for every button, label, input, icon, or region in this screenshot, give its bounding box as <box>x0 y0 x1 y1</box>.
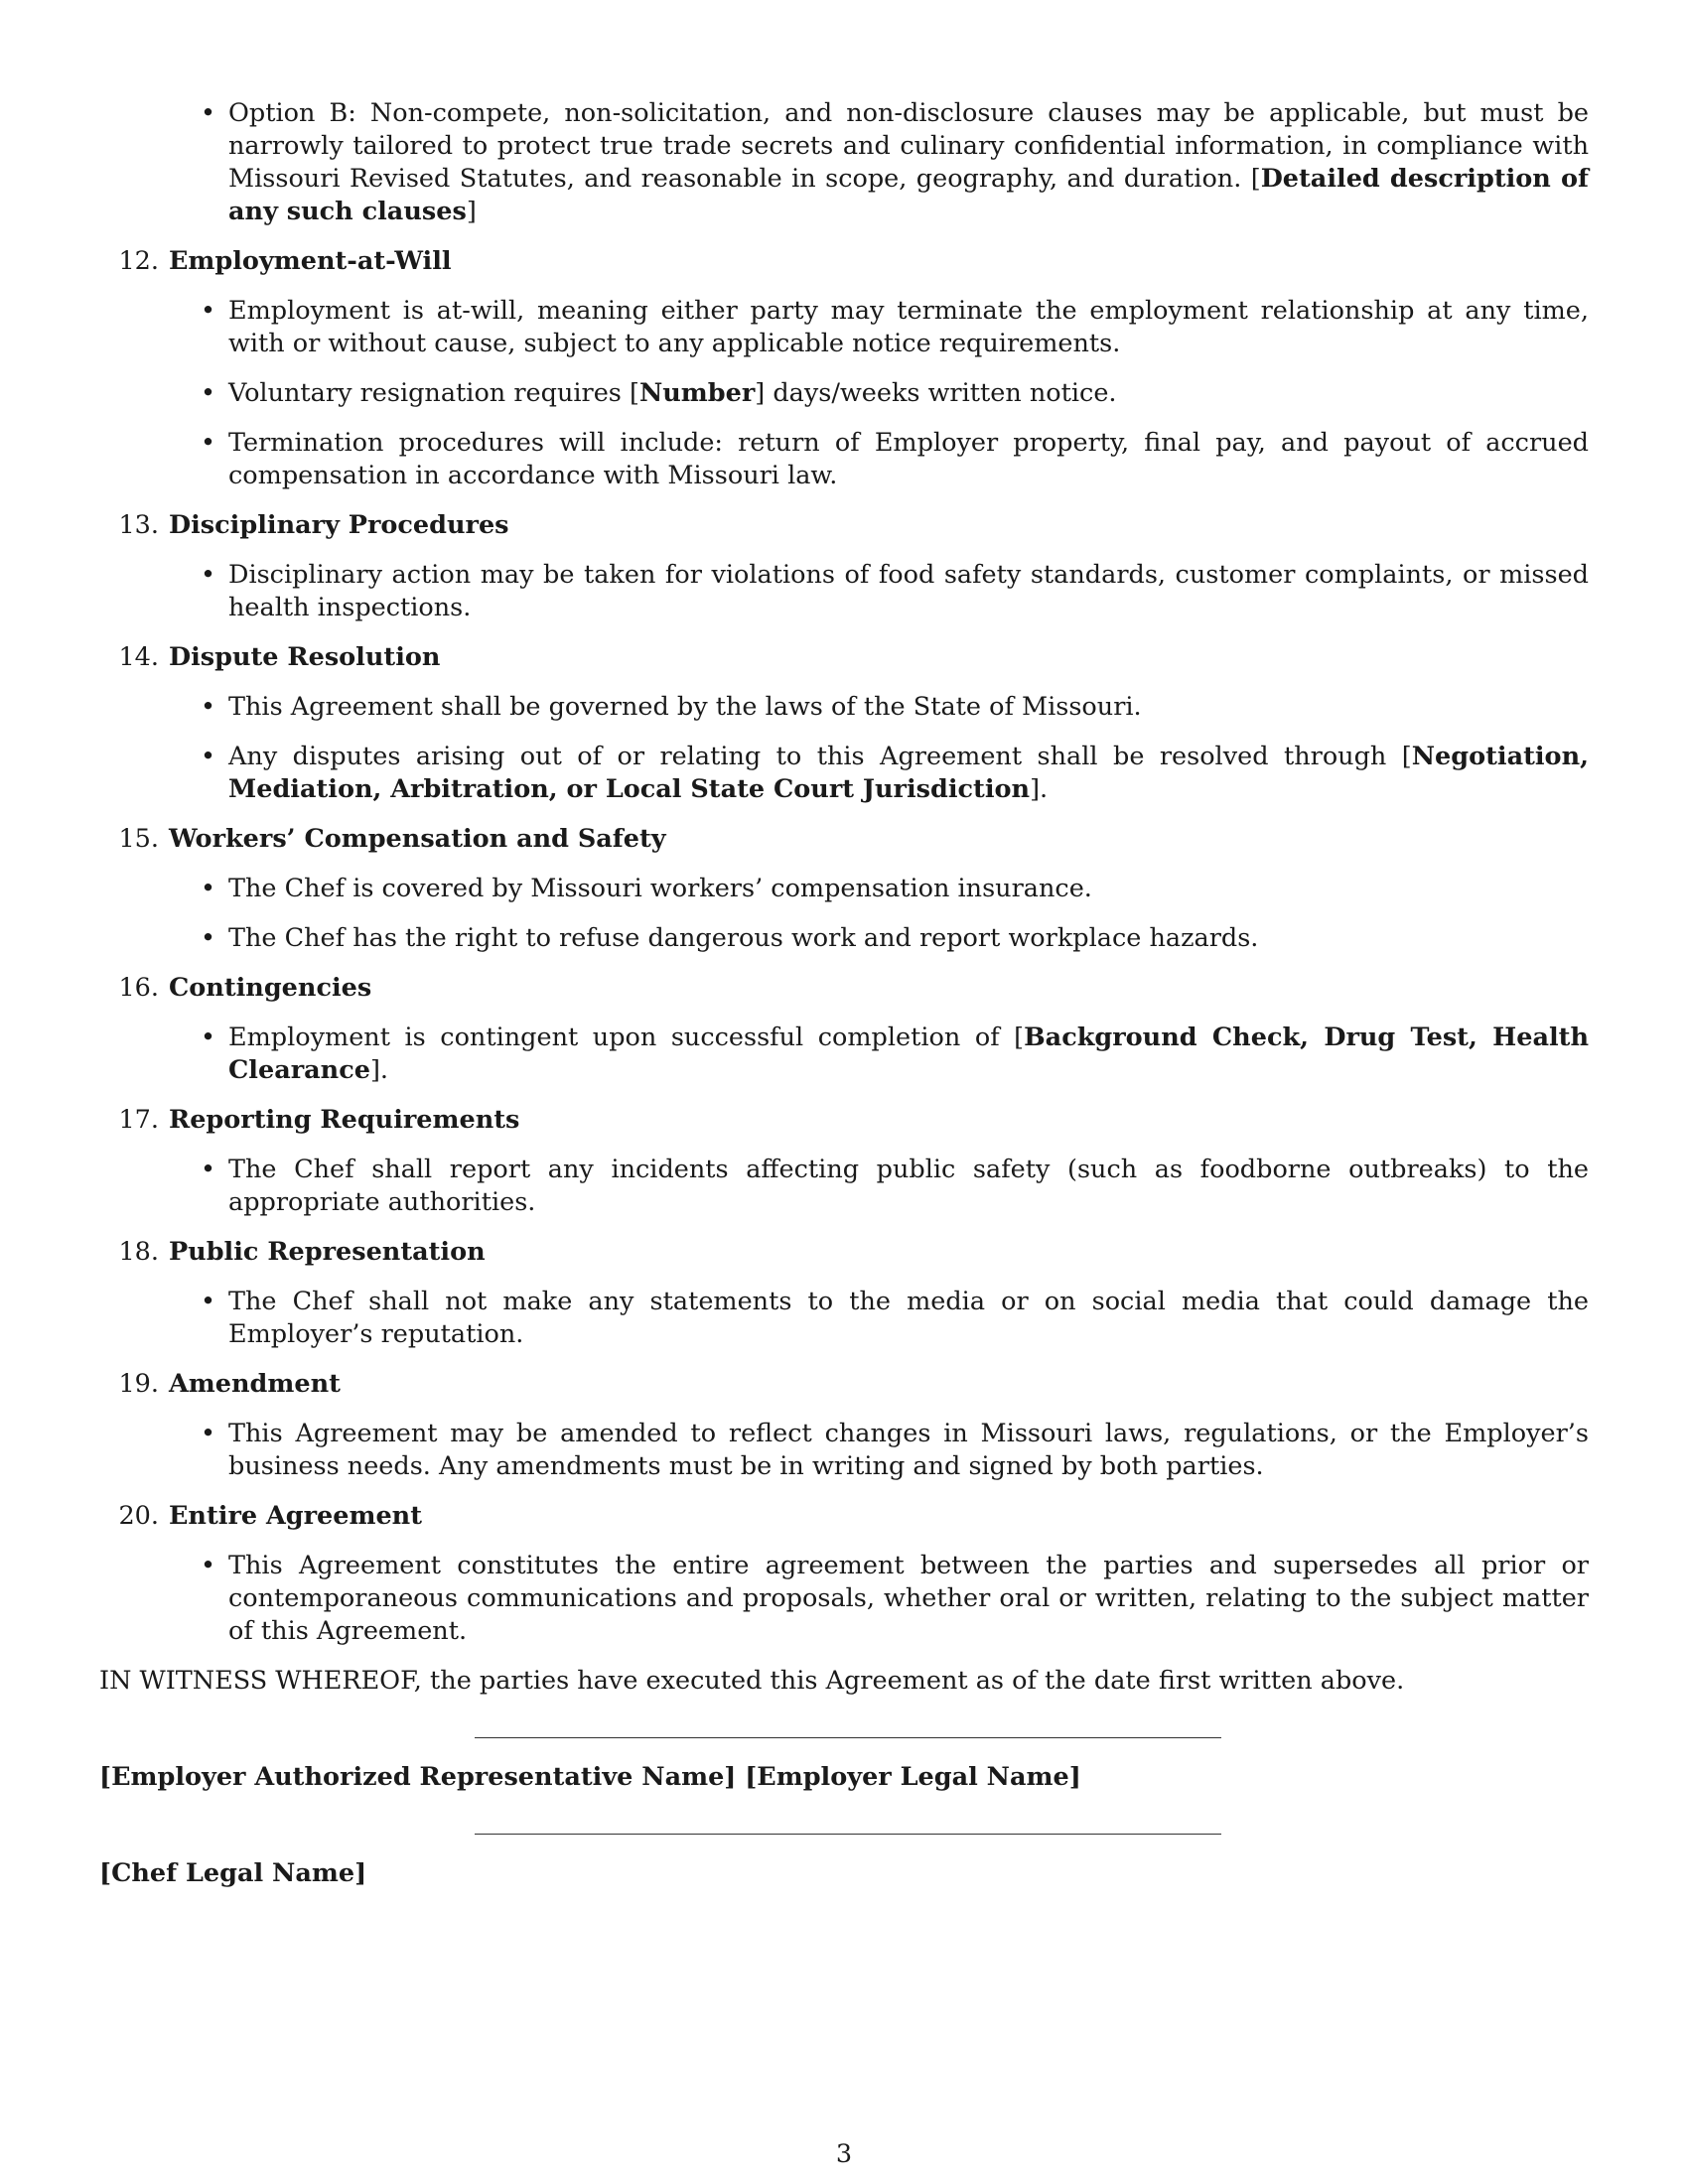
section-12 <box>99 245 1589 492</box>
section-bullets <box>99 691 1589 806</box>
section-heading <box>99 509 1589 542</box>
section-17 <box>99 1104 1589 1219</box>
section-number: 19. <box>118 1369 159 1399</box>
section-number: 18. <box>118 1237 159 1267</box>
bullet-item: • Employment is at-will, meaning either party may terminate the employment relationship at any time, with or without cause, subject to any applicable notice requirements. <box>228 295 1589 360</box>
bullet-item: • Employment is contingent upon successful completion of [Background Check, Drug Test, Health Clearance]. <box>228 1022 1589 1087</box>
bullet-item: • Any disputes arising out of or relating to this Agreement shall be resolved through [Negotiation, Mediation, Arbitration, or Local State Court Jurisdiction]. <box>228 741 1589 806</box>
section-title: Public Representation <box>169 1237 486 1267</box>
section-14 <box>99 641 1589 806</box>
bullet-item: • This Agreement constitutes the entire agreement between the parties and supersedes all prior or contemporaneous communications and proposals, whether oral or written, relating to the subject matter of this Agreement. <box>228 1550 1589 1648</box>
document-page <box>99 97 1589 1890</box>
section-bullets <box>99 1286 1589 1351</box>
section-title: Dispute Resolution <box>169 642 441 672</box>
section-bullets <box>99 295 1589 492</box>
page-number: 3 <box>835 2139 853 2169</box>
section-number: 17. <box>118 1105 159 1135</box>
section-19 <box>99 1368 1589 1483</box>
section-bullets <box>99 1550 1589 1648</box>
chef-signature-line <box>475 1834 1221 1835</box>
section-bullets <box>99 873 1589 955</box>
numbered-sections <box>99 245 1589 1648</box>
section-13 <box>99 509 1589 624</box>
section-heading <box>99 823 1589 856</box>
placeholder-field: Number <box>638 378 756 408</box>
section-number: 15. <box>118 824 159 854</box>
section-number: 14. <box>118 642 159 672</box>
section-bullets <box>99 1022 1589 1087</box>
section-number: 20. <box>118 1501 159 1531</box>
section-title: Amendment <box>169 1369 341 1399</box>
section-title: Disciplinary Procedures <box>169 510 509 540</box>
section-heading <box>99 1104 1589 1137</box>
section-bullets <box>99 1418 1589 1483</box>
placeholder-field: Background Check, Drug Test, Health Clearance <box>228 1023 1589 1085</box>
section-title: Entire Agreement <box>169 1501 422 1531</box>
bullet-item: • This Agreement may be amended to reflect changes in Missouri laws, regulations, or the Employer’s business needs. Any amendments must be in writing and signed by both parties. <box>228 1418 1589 1483</box>
bullet-item: • Voluntary resignation requires [Number] days/weeks written notice. <box>228 377 1589 410</box>
option-b-bullet: • Option B: Non-compete, non-solicitation, and non-disclosure clauses may be applicable, but must be narrowly tailored to protect true trade secrets and culinary confidential information, in compliance with Missouri Revised Statutes, and reasonable in scope, geography, and duration. [Detailed description of any such clauses] <box>228 97 1589 228</box>
section-bullets <box>99 559 1589 624</box>
bullet-item: • The Chef has the right to refuse dangerous work and report workplace hazards. <box>228 922 1589 955</box>
bullet-item: • This Agreement shall be governed by the laws of the State of Missouri. <box>228 691 1589 724</box>
section-bullets <box>99 1154 1589 1219</box>
bullet-item: • The Chef shall report any incidents affecting public safety (such as foodborne outbreaks) to the appropriate authorities. <box>228 1154 1589 1219</box>
section-16 <box>99 972 1589 1087</box>
bullet-item: • Disciplinary action may be taken for violations of food safety standards, customer complaints, or missed health inspections. <box>228 559 1589 624</box>
chef-signature-name: [Chef Legal Name] <box>99 1858 367 1888</box>
section-title: Reporting Requirements <box>169 1105 520 1135</box>
placeholder-clauses: Detailed description of any such clauses <box>228 164 1589 226</box>
section-heading <box>99 245 1589 278</box>
section-18 <box>99 1236 1589 1351</box>
section-heading <box>99 1500 1589 1533</box>
section-title: Contingencies <box>169 973 372 1003</box>
section-heading <box>99 641 1589 674</box>
section-heading <box>99 1368 1589 1401</box>
section-heading <box>99 1236 1589 1269</box>
bullet-item: • Termination procedures will include: return of Employer property, final pay, and payout of accrued compensation in accordance with Missouri law. <box>228 427 1589 492</box>
section-title: Employment-at-Will <box>169 246 452 276</box>
employer-signature-name: [Employer Authorized Representative Name] [Employer Legal Name] <box>99 1762 1081 1792</box>
section-number: 13. <box>118 510 159 540</box>
employer-signature-line <box>475 1737 1221 1738</box>
section-number: 16. <box>118 973 159 1003</box>
section-20 <box>99 1500 1589 1648</box>
bullet-item: • The Chef shall not make any statements to the media or on social media that could damage the Employer’s reputation. <box>228 1286 1589 1351</box>
section-15 <box>99 823 1589 955</box>
section-title: Workers’ Compensation and Safety <box>169 824 666 854</box>
bullet-item: • The Chef is covered by Missouri workers’ compensation insurance. <box>228 873 1589 905</box>
section-number: 12. <box>118 246 159 276</box>
witness-statement: IN WITNESS WHEREOF, the parties have executed this Agreement as of the date first written above. <box>99 1666 1405 1696</box>
option-b-list <box>99 97 1589 228</box>
placeholder-field: Negotiation, Mediation, Arbitration, or Local State Court Jurisdiction <box>228 742 1589 804</box>
section-heading <box>99 972 1589 1005</box>
